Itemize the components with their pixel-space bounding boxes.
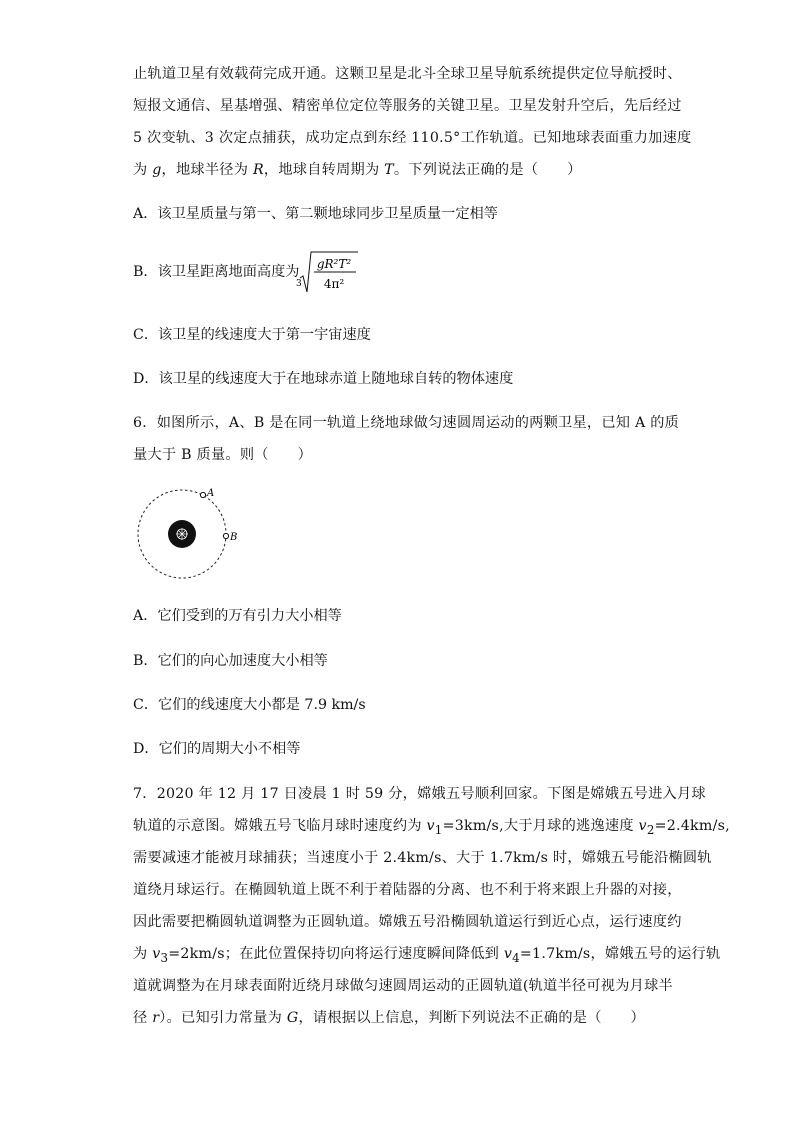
q6-option-c: C．它们的线速度大小都是 7.9 km/s <box>133 697 366 713</box>
label-b: B <box>230 532 238 543</box>
q5-option-c: C．该卫星的线速度大于第一宇宙速度 <box>133 327 371 343</box>
root-index: 3 <box>296 279 302 289</box>
q5-option-d: D．该卫星的线速度大于在地球赤道上随地球自转的物体速度 <box>133 371 514 387</box>
q7-line-2: 轨道的示意图。嫦娥五号飞临月球时速度约为 $v_1=3km/s$,大于月球的逃逸速度 $v_2=2.4km/s$, <box>133 818 730 837</box>
q5-option-b: B．该卫星距离地面高度为 <box>133 264 300 280</box>
q7-line-4: 道绕月球运行。在椭圆轨道上既不利于着陆器的分离、也不利于将来跟上升器的对接， <box>133 882 682 898</box>
orbit-figure <box>132 484 244 584</box>
q5-option-a: A．该卫星质量与第一、第二颗地球同步卫星质量一定相等 <box>133 206 498 222</box>
q6-option-b: B．它们的向心加速度大小相等 <box>133 653 328 669</box>
q6-line-2: 量大于 B 质量。则（ ） <box>133 447 313 463</box>
satellite-b <box>223 533 228 538</box>
q5-line-2: 短报文通信、星基增强、精密单位定位等服务的关键卫星。卫星发射升空后，先后经过 <box>133 98 682 114</box>
q7-line-8: 径 r）。已知引力常量为 G，请根据以上信息，判断下列说法不正确的是（ ） <box>133 1010 645 1026</box>
q7-line-1: 7．2020 年 12 月 17 日凌晨 1 时 59 分，嫦娥五号顺利回家。下图是嫦娥五号进入月球 <box>133 786 706 802</box>
q6-line-1: 6．如图所示，A、B 是在同一轨道上绕地球做匀速圆周运动的两颗卫星，已知 A 的质 <box>133 415 680 431</box>
cube-root-formula <box>296 248 360 296</box>
q5-line-3: 5 次变轨、3 次定点捕获，成功定点到东经 110.5°工作轨道。已知地球表面重力加速度 <box>133 130 692 146</box>
q5-line-1: 止轨道卫星有效载荷完成开通。这颗卫星是北斗全球卫星导航系统提供定位导航授时、 <box>133 66 682 82</box>
q7-line-5: 因此需要把椭圆轨道调整为正圆轨道。嫦娥五号沿椭圆轨道运行到近心点，运行速度约 <box>133 914 682 930</box>
formula-denominator: 4π² <box>323 277 345 291</box>
q6-option-a: A．它们受到的万有引力大小相等 <box>133 608 342 624</box>
q6-option-d: D．它们的周期大小不相等 <box>133 741 301 757</box>
satellite-a <box>200 492 205 497</box>
q7-line-6: 为 $v_3=2km/s$；在此位置保持切向将运行速度瞬间降低到 $v_4=1.7km/s$，嫦娥五号的运行轨 <box>133 946 721 965</box>
q7-line-3: 需要减速才能被月球捕获；当速度小于 2.4km/s、大于 1.7km/s 时，嫦娥五号能沿椭圆轨 <box>133 850 712 866</box>
q5-line-4: 为 g，地球半径为 R，地球自转周期为 T。下列说法正确的是（ ） <box>133 162 582 178</box>
q7-line-7: 道就调整为在月球表面附近绕月球做匀速圆周运动的正圆轨道(轨道半径可视为月球半 <box>133 978 673 994</box>
label-a: A <box>207 488 215 499</box>
formula-numerator: gR²T² <box>316 257 352 271</box>
